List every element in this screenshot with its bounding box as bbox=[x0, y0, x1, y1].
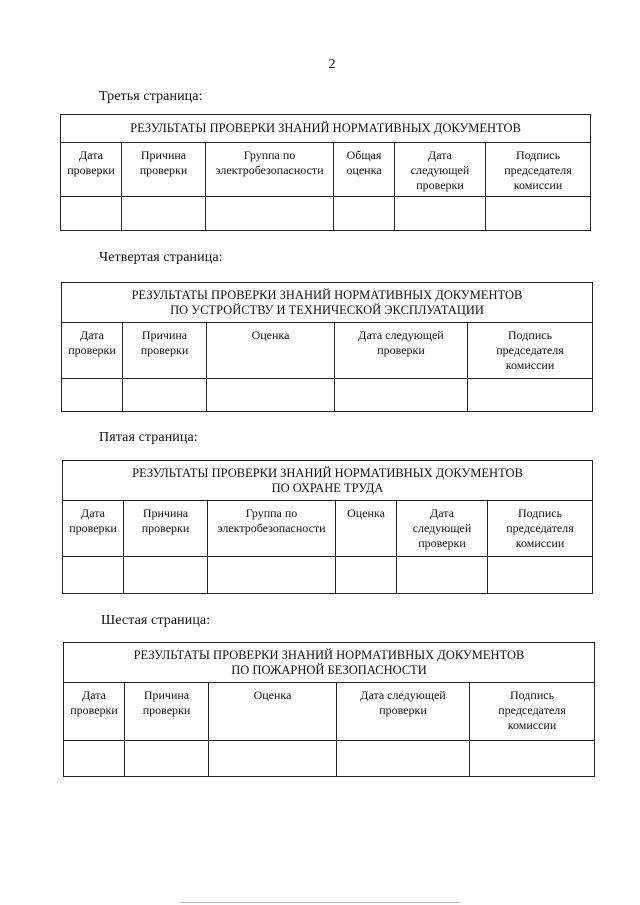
table-title bbox=[64, 643, 595, 683]
column-header-grade bbox=[207, 323, 335, 379]
header-line: Оценка bbox=[347, 506, 385, 520]
blank-cell[interactable] bbox=[63, 557, 124, 594]
blank-cell[interactable] bbox=[123, 379, 207, 412]
header-line: проверки bbox=[70, 703, 118, 717]
column-header-signature bbox=[470, 683, 595, 741]
blank-cell[interactable] bbox=[336, 557, 397, 594]
header-line: Оценка bbox=[253, 688, 292, 702]
header-line: Подпись bbox=[507, 328, 553, 342]
column-header-reason bbox=[123, 323, 207, 379]
page-edge-line bbox=[180, 902, 460, 903]
header-line: Подпись bbox=[509, 688, 555, 702]
header-line: проверки bbox=[377, 343, 425, 357]
header-line: Причина bbox=[141, 328, 188, 342]
header-line: комиссии bbox=[505, 358, 555, 372]
results-table bbox=[63, 642, 595, 777]
column-header-grade bbox=[209, 683, 337, 741]
blank-cell[interactable] bbox=[470, 741, 595, 777]
header-line: проверки bbox=[142, 703, 191, 717]
header-line: Дата bbox=[81, 506, 105, 520]
header-line: Дата следующей bbox=[360, 688, 446, 702]
header-line: проверки bbox=[418, 536, 466, 550]
blank-cell[interactable] bbox=[124, 557, 208, 594]
column-header-next-date bbox=[337, 683, 470, 741]
header-line: Подпись bbox=[517, 506, 563, 520]
blank-cell[interactable] bbox=[337, 741, 470, 777]
column-header-signature bbox=[468, 323, 593, 379]
column-header-signature bbox=[488, 501, 593, 557]
section-label: Шестая страница: bbox=[101, 613, 211, 628]
header-line: председателя bbox=[506, 521, 574, 535]
blank-cell[interactable] bbox=[64, 741, 125, 777]
column-header-reason bbox=[125, 683, 209, 741]
column-header-signature bbox=[486, 143, 591, 197]
header-line: Общая bbox=[346, 148, 382, 162]
column-header-group bbox=[208, 501, 336, 557]
header-line: проверки bbox=[68, 343, 116, 357]
header-line: следующей bbox=[412, 521, 472, 535]
blank-cell[interactable] bbox=[208, 557, 336, 594]
header-line: Дата bbox=[82, 688, 106, 702]
table-title-line: ПО ОХРАНЕ ТРУДА bbox=[271, 480, 384, 495]
header-line: председателя bbox=[498, 703, 566, 717]
section-label: Пятая страница: bbox=[99, 430, 198, 445]
blank-cell[interactable] bbox=[206, 197, 334, 231]
table-title bbox=[63, 461, 593, 501]
blank-cell[interactable] bbox=[468, 379, 593, 412]
blank-cell[interactable] bbox=[62, 379, 123, 412]
table-title-line: РЕЗУЛЬТАТЫ ПРОВЕРКИ ЗНАНИЙ НОРМАТИВНЫХ ДОКУМЕНТОВ bbox=[130, 121, 521, 135]
header-line: Причина bbox=[143, 688, 190, 702]
header-line: Группа по bbox=[243, 148, 296, 162]
header-line: проверки bbox=[69, 521, 117, 535]
column-header-next-date bbox=[397, 501, 488, 557]
header-line: проверки bbox=[67, 163, 115, 177]
column-header-grade bbox=[336, 501, 397, 557]
table-title-line: ПО УСТРОЙСТВУ И ТЕХНИЧЕСКОЙ ЭКСПЛУАТАЦИИ bbox=[170, 302, 484, 317]
column-header-date bbox=[61, 143, 122, 197]
column-header-date bbox=[64, 683, 125, 741]
column-header-date bbox=[63, 501, 124, 557]
column-header-reason bbox=[122, 143, 206, 197]
header-line: Причина bbox=[142, 506, 189, 520]
header-line: Дата bbox=[430, 506, 454, 520]
table-row-blank bbox=[62, 379, 593, 412]
table-row-blank bbox=[64, 741, 595, 777]
blank-cell[interactable] bbox=[207, 379, 335, 412]
header-line: электробезопасности bbox=[217, 521, 326, 535]
header-line: Дата bbox=[428, 148, 452, 162]
blank-cell[interactable] bbox=[122, 197, 206, 231]
header-line: комиссии bbox=[507, 718, 557, 732]
header-line: Дата следующей bbox=[358, 328, 444, 342]
blank-cell[interactable] bbox=[488, 557, 593, 594]
blank-cell[interactable] bbox=[209, 741, 337, 777]
blank-cell[interactable] bbox=[334, 197, 395, 231]
header-line: комиссии bbox=[515, 536, 565, 550]
section-label: Четвертая страница: bbox=[99, 250, 223, 265]
header-line: проверки bbox=[379, 703, 427, 717]
blank-cell[interactable] bbox=[397, 557, 488, 594]
header-line: электробезопасности bbox=[215, 163, 324, 177]
blank-cell[interactable] bbox=[486, 197, 591, 231]
blank-cell[interactable] bbox=[125, 741, 209, 777]
header-line: проверки bbox=[139, 163, 188, 177]
blank-cell[interactable] bbox=[395, 197, 486, 231]
column-header-group bbox=[206, 143, 334, 197]
header-line: председателя bbox=[496, 343, 564, 357]
table-title-line: РЕЗУЛЬТАТЫ ПРОВЕРКИ ЗНАНИЙ НОРМАТИВНЫХ ДОКУМЕНТОВ bbox=[131, 287, 523, 302]
table-row-blank bbox=[61, 197, 591, 231]
page-number: 2 bbox=[328, 57, 336, 72]
table-title-line: ПО ПОЖАРНОЙ БЕЗОПАСНОСТИ bbox=[231, 662, 427, 677]
header-line: Оценка bbox=[251, 328, 290, 342]
header-line: Подпись bbox=[515, 148, 561, 162]
header-line: проверки bbox=[140, 343, 189, 357]
table-row-blank bbox=[63, 557, 593, 594]
results-table bbox=[60, 114, 591, 231]
column-header-next-date bbox=[335, 323, 468, 379]
results-table bbox=[61, 282, 593, 412]
table-title-line: РЕЗУЛЬТАТЫ ПРОВЕРКИ ЗНАНИЙ НОРМАТИВНЫХ ДОКУМЕНТОВ bbox=[132, 465, 523, 480]
header-line: Причина bbox=[140, 148, 187, 162]
header-line: проверки bbox=[141, 521, 190, 535]
header-line: комиссии bbox=[513, 178, 563, 192]
column-header-date bbox=[62, 323, 123, 379]
results-table bbox=[62, 460, 593, 594]
header-line: Дата bbox=[79, 148, 103, 162]
column-header-reason bbox=[124, 501, 208, 557]
column-header-next-date bbox=[395, 143, 486, 197]
header-line: оценка bbox=[346, 163, 382, 177]
section-label: Третья страница: bbox=[99, 89, 203, 104]
header-line: проверки bbox=[416, 178, 464, 192]
table-title bbox=[62, 283, 593, 323]
blank-cell[interactable] bbox=[335, 379, 468, 412]
table-title-line: РЕЗУЛЬТАТЫ ПРОВЕРКИ ЗНАНИЙ НОРМАТИВНЫХ ДОКУМЕНТОВ bbox=[133, 647, 525, 662]
table-title bbox=[61, 115, 591, 143]
header-line: председателя bbox=[504, 163, 572, 177]
header-line: Группа по bbox=[245, 506, 298, 520]
header-line: Дата bbox=[80, 328, 104, 342]
column-header-grade bbox=[334, 143, 395, 197]
blank-cell[interactable] bbox=[61, 197, 122, 231]
header-line: следующей bbox=[410, 163, 470, 177]
